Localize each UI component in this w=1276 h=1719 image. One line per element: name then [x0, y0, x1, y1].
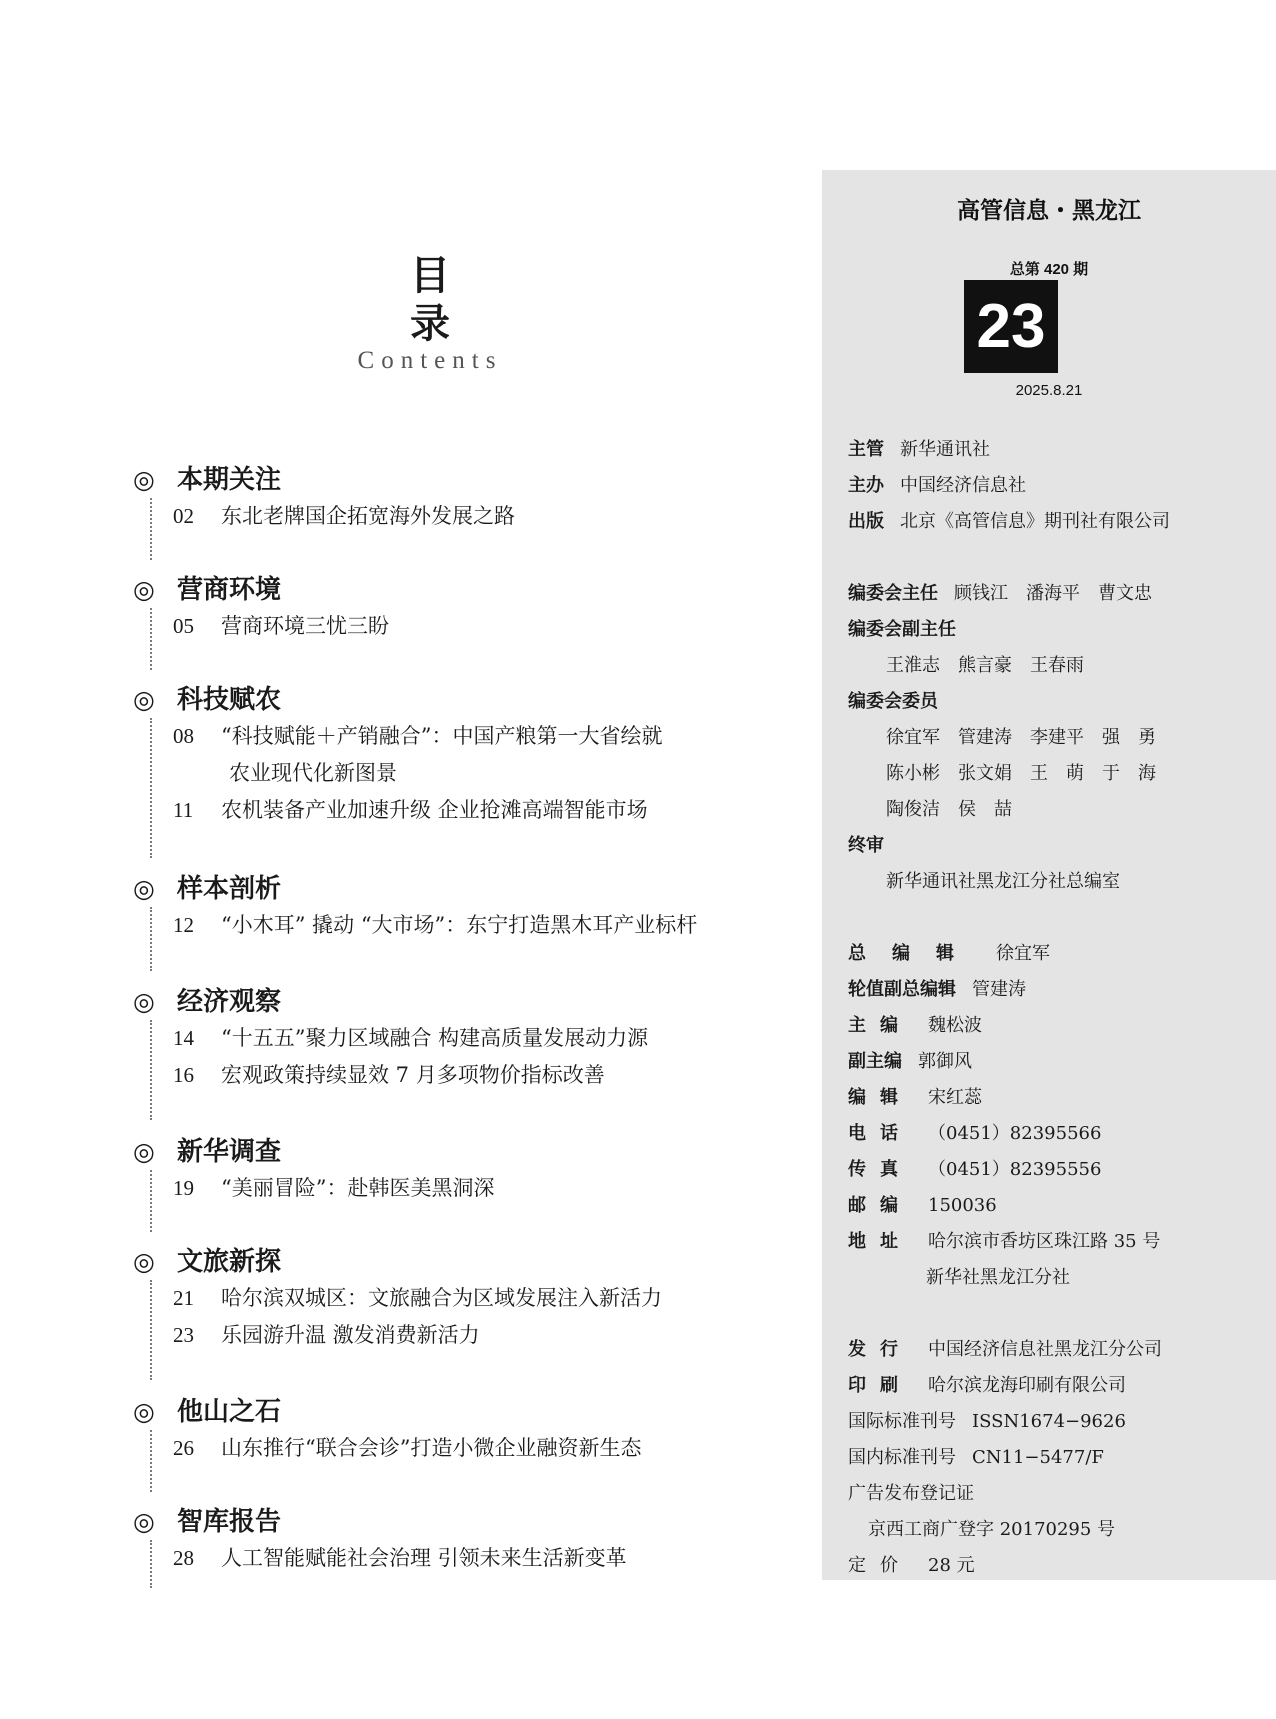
double-circle-icon: ◎: [133, 874, 155, 903]
info-row: 京西工商广登字 20170295 号: [868, 1519, 1116, 1540]
info-row: 地址 哈尔滨市香坊区珠江路 35 号: [848, 1231, 1161, 1252]
section-entries: [150, 1540, 813, 1588]
info-row: 主管 新华通讯社: [848, 439, 990, 460]
page-number: 02: [173, 504, 194, 528]
info-row: 终审: [848, 835, 884, 856]
section-title[interactable]: 本期关注: [177, 465, 282, 495]
info-row: 传真 （0451）82395556: [848, 1159, 1102, 1180]
info-row: 主编 魏松波: [848, 1015, 982, 1036]
double-circle-icon: ◎: [133, 575, 155, 604]
info-row: 主办 中国经济信息社: [848, 475, 1026, 496]
section-entries: [150, 718, 813, 858]
info-row: 国内标准刊号 CN11−5477/F: [848, 1447, 1104, 1468]
info-row: 陶俊洁 侯 喆: [886, 799, 1012, 820]
article-title: 营商环境三忧三盼: [221, 614, 389, 638]
section-entries: [150, 608, 813, 670]
section-title[interactable]: 科技赋农: [177, 685, 282, 715]
article-title-continued: 农业现代化新图景: [229, 761, 397, 785]
page-number: 08: [173, 724, 194, 748]
page-number: 16: [173, 1063, 194, 1087]
toc-section: [133, 1244, 813, 1394]
masthead-panel: [822, 170, 1276, 1580]
toc-section: [133, 1504, 813, 1604]
toc-section: [133, 984, 813, 1134]
section-entries: [150, 498, 813, 560]
toc-entry[interactable]: [173, 1170, 813, 1207]
article-title: “小木耳” 撬动 “大市场”：东宁打造黑木耳产业标杆: [221, 913, 698, 937]
info-row: 编委会主任 顾钱江 潘海平 曹文忠: [848, 583, 1152, 604]
page-number: 11: [173, 798, 194, 822]
info-row: 编委会委员: [848, 691, 938, 712]
info-row: 国际标准刊号 ISSN1674−9626: [848, 1411, 1126, 1432]
toc-section: [133, 1134, 813, 1244]
info-row: 印刷 哈尔滨龙海印刷有限公司: [848, 1375, 1126, 1396]
article-title: 宏观政策持续显效 7 月多项物价指标改善: [221, 1063, 605, 1087]
article-title: 农机装备产业加速升级 企业抢滩高端智能市场: [221, 798, 648, 822]
page-number: 14: [173, 1026, 194, 1050]
info-row: 王淮志 熊言豪 王春雨: [886, 655, 1084, 676]
section-entries: [150, 907, 813, 971]
toc-entry[interactable]: [173, 1020, 813, 1057]
toc-entry[interactable]: [173, 792, 813, 829]
info-row: 新华社黑龙江分社: [926, 1267, 1070, 1288]
page-number: 05: [173, 614, 194, 638]
page-number: 26: [173, 1436, 194, 1460]
page-number: 21: [173, 1286, 194, 1310]
toc-section: [133, 1394, 813, 1504]
article-title: 东北老牌国企拓宽海外发展之路: [221, 504, 515, 528]
issue-date: 2025.8.21: [1015, 382, 1083, 399]
double-circle-icon: ◎: [133, 685, 155, 714]
section-title[interactable]: 他山之石: [177, 1397, 282, 1427]
toc-entry[interactable]: [173, 718, 813, 792]
section-title[interactable]: 样本剖析: [177, 874, 282, 904]
info-row: 陈小彬 张文娟 王 萌 于 海: [886, 763, 1156, 784]
article-title: 人工智能赋能社会治理 引领未来生活新变革: [221, 1546, 627, 1570]
section-title[interactable]: 新华调查: [177, 1137, 282, 1167]
info-row: 定价 28 元: [848, 1555, 975, 1576]
info-row: 徐宜军 管建涛 李建平 强 勇: [886, 727, 1156, 748]
toc-entry[interactable]: [173, 1057, 813, 1094]
info-row: 邮编 150036: [848, 1195, 997, 1216]
info-row: 出版 北京《高管信息》期刊社有限公司: [848, 511, 1170, 532]
page-number: 23: [173, 1323, 194, 1347]
double-circle-icon: ◎: [133, 987, 155, 1016]
info-row: 副主编 郭御风: [848, 1051, 972, 1072]
section-title[interactable]: 经济观察: [177, 987, 282, 1017]
info-row: 总编辑 徐宜军: [848, 943, 1050, 964]
toc-entry[interactable]: [173, 1280, 813, 1317]
double-circle-icon: ◎: [133, 1247, 155, 1276]
section-entries: [150, 1170, 813, 1232]
page-title: 目 录: [410, 252, 488, 347]
section-entries: [150, 1430, 813, 1492]
section-entries: [150, 1020, 813, 1120]
article-title: 山东推行“联合会诊”打造小微企业融资新生态: [221, 1436, 642, 1460]
page-number: 12: [173, 913, 194, 937]
info-row: 新华通讯社黑龙江分社总编室: [886, 871, 1120, 892]
toc-entry[interactable]: [173, 907, 813, 944]
info-row: 轮值副总编辑 管建涛: [848, 979, 1026, 1000]
article-title: 哈尔滨双城区：文旅融合为区域发展注入新活力: [221, 1286, 662, 1310]
toc-entry[interactable]: [173, 498, 813, 535]
article-title: “十五五”聚力区域融合 构建高质量发展动力源: [221, 1026, 649, 1050]
info-row: 编辑 宋红蕊: [848, 1087, 982, 1108]
page-number: 19: [173, 1176, 194, 1200]
info-row: 广告发布登记证: [848, 1483, 974, 1504]
article-title: 乐园游升温 激发消费新活力: [221, 1323, 480, 1347]
double-circle-icon: ◎: [133, 1507, 155, 1536]
double-circle-icon: ◎: [133, 465, 155, 494]
section-title[interactable]: 智库报告: [177, 1507, 282, 1537]
toc-section: [133, 682, 813, 871]
double-circle-icon: ◎: [133, 1137, 155, 1166]
toc-section: [133, 572, 813, 682]
page-subtitle: Contents: [357, 347, 503, 374]
toc-entry[interactable]: [173, 1317, 813, 1354]
toc-section: [133, 462, 813, 572]
section-entries: [150, 1280, 813, 1380]
page-title-block: [330, 252, 530, 374]
issue-number: 23: [964, 280, 1058, 373]
section-title[interactable]: 文旅新探: [177, 1247, 282, 1277]
info-row: 电话 （0451）82395566: [848, 1123, 1102, 1144]
page-number: 28: [173, 1546, 194, 1570]
toc-entry[interactable]: [173, 1540, 813, 1577]
toc-entry[interactable]: [173, 608, 813, 645]
total-issue: 总第 420 期: [1009, 261, 1089, 278]
info-row: 编委会副主任: [848, 619, 956, 640]
info-row: 发行 中国经济信息社黑龙江分公司: [848, 1339, 1162, 1360]
table-of-contents: [133, 462, 813, 1604]
toc-entry[interactable]: [173, 1430, 813, 1467]
section-title[interactable]: 营商环境: [177, 575, 282, 605]
masthead-info: [848, 432, 1268, 1584]
article-title: “美丽冒险”：赴韩医美黑洞深: [221, 1176, 495, 1200]
double-circle-icon: ◎: [133, 1397, 155, 1426]
article-title: “科技赋能＋产销融合”：中国产粮第一大省绘就: [221, 724, 663, 748]
magazine-name: 高管信息・黑龙江: [957, 198, 1141, 224]
toc-section: [133, 871, 813, 984]
